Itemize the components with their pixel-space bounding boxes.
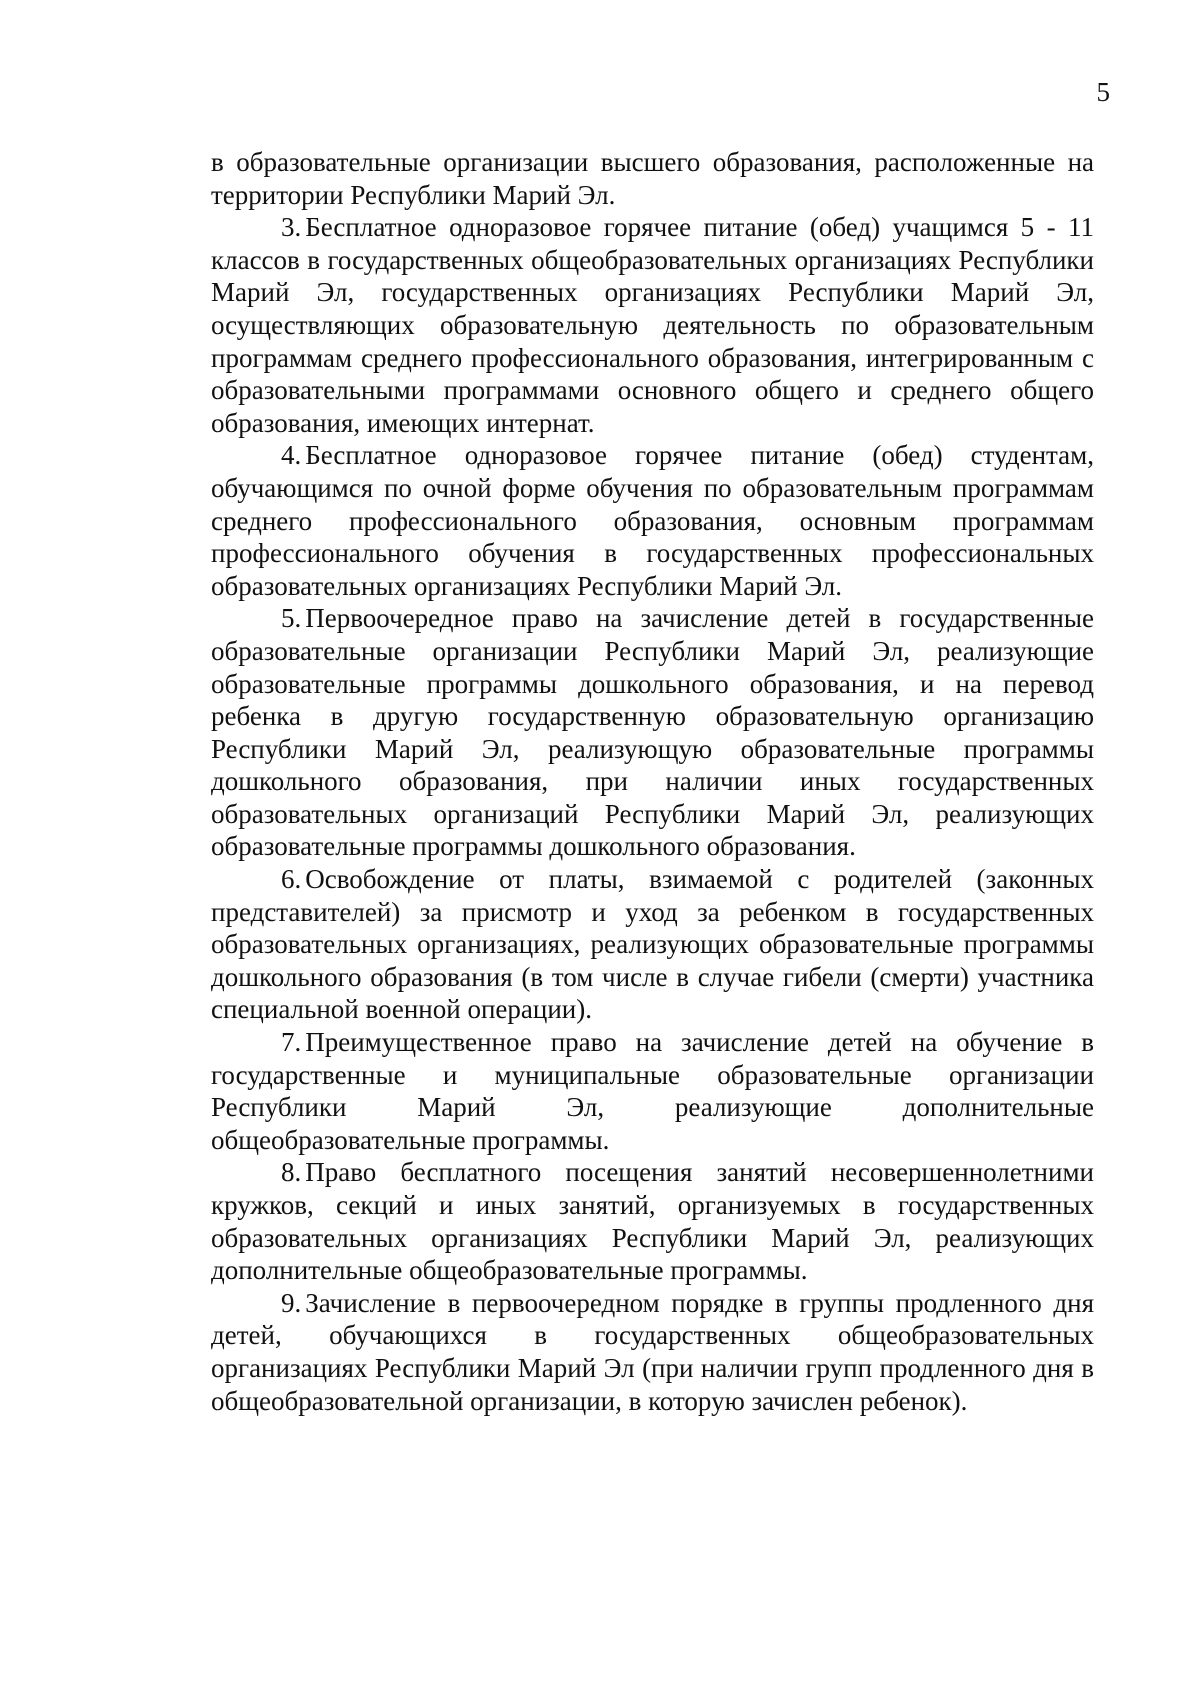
item-text: Первоочередное право на зачисление детей в государственные образовательные организации Республики Марий Эл, реализующие образовательные программы дошкольного образования, и на перевод ребенка в другую государственную образовательную организацию Республики Марий Эл, реализующую образовательные программы дошкольного образования, при наличии иных государственных образовательных организаций Республики Марий Эл, реализующих образовательные программы дошкольного образования. <box>211 603 1094 862</box>
list-item-6 <box>211 863 1094 1026</box>
item-number: 6. <box>281 864 302 895</box>
document-body <box>211 146 1094 1417</box>
item-number: 9. <box>281 1287 302 1318</box>
item-number: 5. <box>281 603 302 634</box>
list-item-8 <box>211 1156 1094 1286</box>
item-text: Преимущественное право на зачисление детей на обучение в государственные и муниципальные образовательные организации Республики Марий Эл, реализующие дополнительные общеобразовательные программы. <box>211 1027 1094 1155</box>
list-item-9 <box>211 1287 1094 1417</box>
list-item-3 <box>211 211 1094 439</box>
item-number: 8. <box>281 1157 302 1188</box>
item-number: 7. <box>281 1027 302 1058</box>
item-number: 3. <box>281 212 302 243</box>
item-text: Бесплатное одноразовое горячее питание (обед) студентам, обучающимся по очной форме обучения по образовательным программам среднего профессионального образования, основным программам профессионального обучения в государственных профессиональных образовательных организациях Республики Марий Эл. <box>211 440 1094 601</box>
list-item-7 <box>211 1026 1094 1156</box>
item-number: 4. <box>281 440 302 471</box>
list-item-5 <box>211 602 1094 863</box>
item-text: Освобождение от платы, взимаемой с родителей (законных представителей) за присмотр и уход за ребенком в государственных образовательных организациях, реализующих образовательные программы дошкольного образования (в том числе в случае гибели (смерти) участника специальной военной операции). <box>211 864 1094 1025</box>
item-text: Зачисление в первоочередном порядке в группы продленного дня детей, обучающихся в государственных общеобразовательных организациях Республики Марий Эл (при наличии групп продленного дня в общеобразовательной организации, в которую зачислен ребенок). <box>211 1287 1094 1416</box>
list-item-4 <box>211 439 1094 602</box>
item-text: Бесплатное одноразовое горячее питание (обед) учащимся 5 - 11 классов в государственных общеобразовательных организациях Республики Марий Эл, государственных организациях Республики Марий Эл, осуществляющих образовательную деятельность по образовательным программам среднего профессионального образования, интегрированным с образовательными программами основного общего и среднего общего образования, имеющих интернат. <box>211 212 1094 438</box>
continuation-paragraph: в образовательные организации высшего образования, расположенные на территории Республики Марий Эл. <box>211 147 1094 210</box>
page-number: 5 <box>1096 77 1110 107</box>
item-text: Право бесплатного посещения занятий несовершеннолетними кружков, секций и иных занятий, организуемых в государственных образовательных организациях Республики Марий Эл, реализующих дополнительные общеобразовательные программы. <box>211 1157 1094 1286</box>
